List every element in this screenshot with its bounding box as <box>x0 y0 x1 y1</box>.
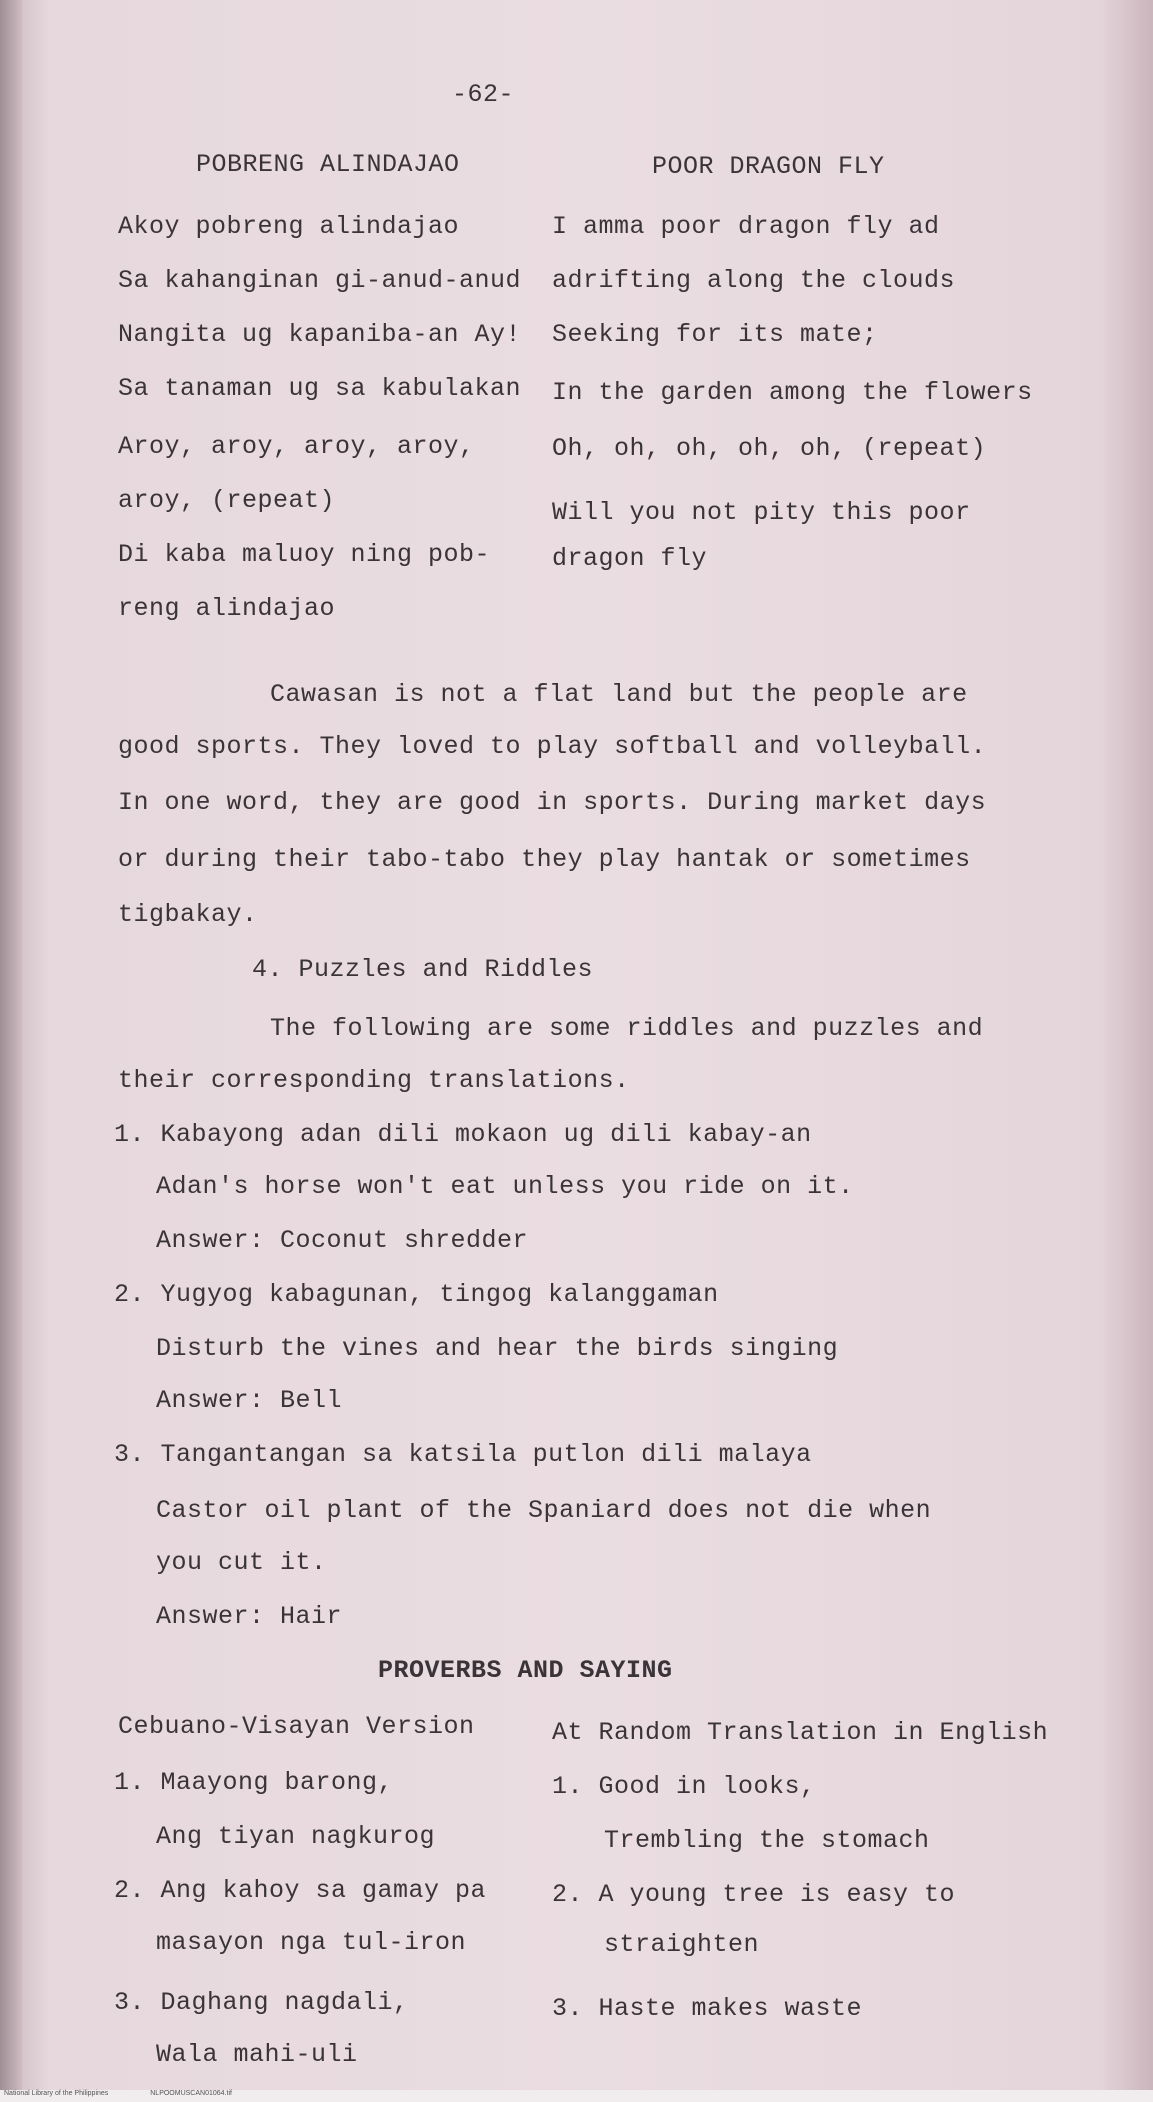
riddle-translation: Disturb the vines and hear the birds singing <box>156 1334 839 1363</box>
song-left-line: Aroy, aroy, aroy, aroy, <box>118 432 475 461</box>
riddle-answer: Answer: Bell <box>156 1386 343 1415</box>
paragraph-line: tigbakay. <box>118 900 258 929</box>
song-left-line: aroy, (repeat) <box>118 486 336 515</box>
page-number: -62- <box>452 80 515 109</box>
paragraph-line: Cawasan is not a flat land but the people are <box>270 680 968 709</box>
paragraph-line: In one word, they are good in sports. During market days <box>118 788 987 817</box>
proverb-cebuano-line: Ang tiyan nagkurog <box>156 1822 436 1851</box>
song-right-line: In the garden among the flowers <box>552 378 1033 407</box>
riddle-translation: you cut it. <box>156 1548 327 1577</box>
song-title-cebuano: POBRENG ALINDAJAO <box>196 150 460 179</box>
song-left-line: Di kaba maluoy ning pob- <box>118 540 491 569</box>
riddle-line: 2. Yugyog kabagunan, tingog kalanggaman <box>114 1280 719 1309</box>
song-right-line: Oh, oh, oh, oh, oh, (repeat) <box>552 434 987 463</box>
proverb-cebuano-line: 3. Daghang nagdali, <box>114 1988 409 2017</box>
riddle-answer: Answer: Hair <box>156 1602 343 1631</box>
song-left-line: Akoy pobreng alindajao <box>118 212 460 241</box>
song-left-line: reng alindajao <box>118 594 336 623</box>
riddle-translation: Castor oil plant of the Spaniard does not die when <box>156 1496 932 1525</box>
song-right-line: adrifting along the clouds <box>552 266 956 295</box>
proverbs-heading: PROVERBS AND SAYING <box>378 1656 673 1685</box>
proverb-english-line: straighten <box>604 1930 760 1959</box>
song-right-line: Seeking for its mate; <box>552 320 878 349</box>
proverb-english-line: 1. Good in looks, <box>552 1772 816 1801</box>
proverbs-right-column-header: At Random Translation in English <box>552 1718 1049 1747</box>
song-left-line: Sa tanaman ug sa kabulakan <box>118 374 522 403</box>
paragraph-line: or during their tabo-tabo they play hantak or sometimes <box>118 845 971 874</box>
proverb-english-line: 3. Haste makes waste <box>552 1994 863 2023</box>
riddle-line: 1. Kabayong adan dili mokaon ug dili kabay-an <box>114 1120 812 1149</box>
riddle-answer: Answer: Coconut shredder <box>156 1226 529 1255</box>
riddle-line: 3. Tangantangan sa katsila putlon dili malaya <box>114 1440 812 1469</box>
proverb-english-line: Trembling the stomach <box>604 1826 930 1855</box>
puzzles-heading: 4. Puzzles and Riddles <box>252 955 594 984</box>
song-right-line: dragon fly <box>552 544 708 573</box>
proverb-cebuano-line: 1. Maayong barong, <box>114 1768 394 1797</box>
page-binding-shadow <box>0 0 22 2102</box>
song-title-english: POOR DRAGON FLY <box>652 152 885 181</box>
song-right-line: Will you not pity this poor <box>552 498 971 527</box>
proverb-cebuano-line: Wala mahi-uli <box>156 2040 358 2069</box>
puzzles-intro-line: The following are some riddles and puzzles and <box>270 1014 984 1043</box>
proverb-cebuano-line: 2. Ang kahoy sa gamay pa <box>114 1876 487 1905</box>
scan-footer <box>0 2090 1153 2102</box>
song-right-line: I amma poor dragon fly ad <box>552 212 940 241</box>
proverb-cebuano-line: masayon nga tul-iron <box>156 1928 467 1957</box>
riddle-translation: Adan's horse won't eat unless you ride on it. <box>156 1172 854 1201</box>
proverbs-left-column-header: Cebuano-Visayan Version <box>118 1712 475 1741</box>
footer-library-name: National Library of the Philippines <box>4 2090 109 2097</box>
song-left-line: Nangita ug kapaniba-an Ay! <box>118 320 522 349</box>
paragraph-line: good sports. They loved to play softball and volleyball. <box>118 732 987 761</box>
proverb-english-line: 2. A young tree is easy to <box>552 1880 956 1909</box>
footer-file-name: NLPOOMUSCAN01064.tif <box>150 2090 232 2097</box>
song-left-line: Sa kahanginan gi-anud-anud <box>118 266 522 295</box>
puzzles-intro-line: their corresponding translations. <box>118 1066 630 1095</box>
